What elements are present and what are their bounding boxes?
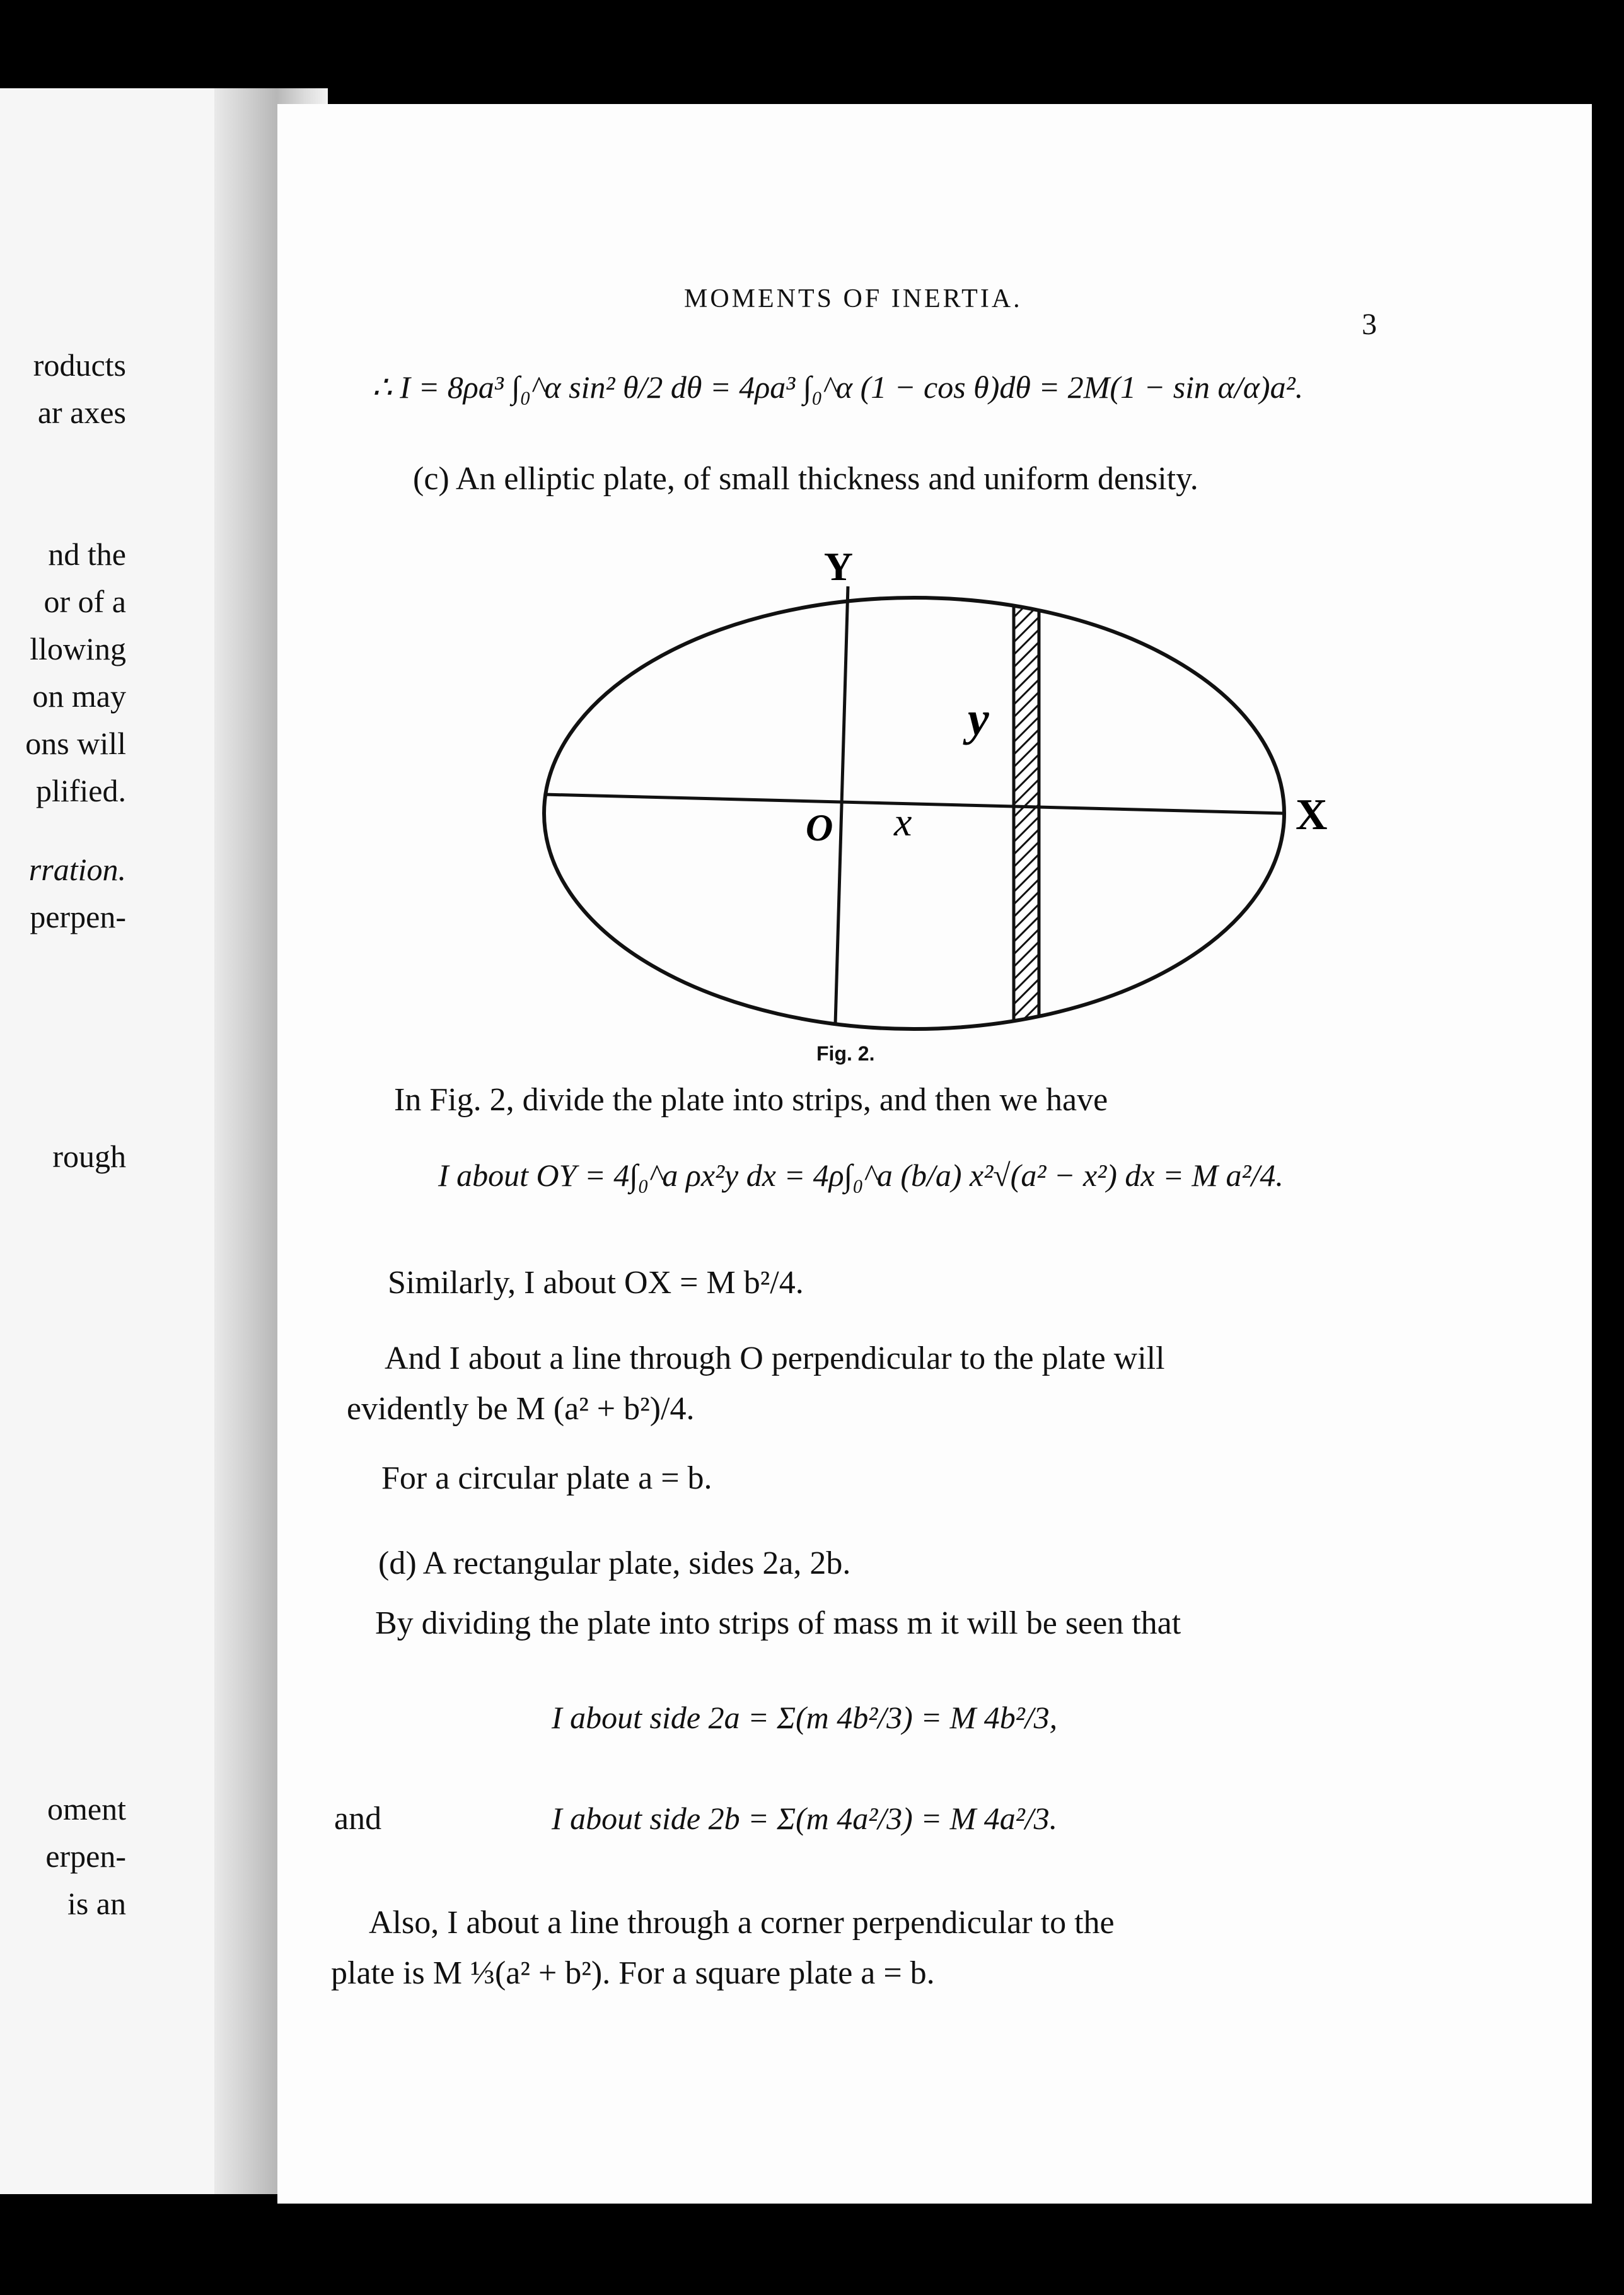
left-page-line: oment: [47, 1791, 126, 1827]
figure-caption: Fig. 2.: [816, 1042, 875, 1065]
origin-label: O: [806, 807, 833, 849]
equation-about-ox: Similarly, I about OX = M b²/4.: [388, 1265, 804, 1301]
ellipse-figure: [277, 104, 1592, 1088]
section-d-heading: (d) A rectangular plate, sides 2a, 2b.: [378, 1545, 851, 1581]
paragraph-corner-line-1: Also, I about a line through a corner perpendicular to the: [369, 1905, 1115, 1941]
paragraph-dividing: By dividing the plate into strips of mass m it will be seen that: [375, 1605, 1181, 1641]
left-page-line: on may: [32, 678, 126, 714]
left-page-line: rration.: [28, 852, 126, 887]
equation-side-2b: I about side 2b = Σ(m 4a²/3) = M 4a²/3.: [552, 1801, 1058, 1836]
page-header-title: MOMENTS OF INERTIA.: [684, 284, 1023, 313]
paragraph-corner-line-2: plate is M ⅓(a² + b²). For a square plate a = b.: [331, 1955, 935, 1991]
x-label: x: [894, 799, 912, 844]
y-axis-label: Y: [823, 544, 854, 589]
left-page-line: ar axes: [37, 395, 126, 430]
y-axis-line: [835, 586, 848, 1025]
x-axis-line: [544, 794, 1284, 813]
left-page-line: erpen-: [45, 1839, 126, 1874]
left-page-line: roducts: [33, 347, 126, 383]
equation-side-2a: I about side 2a = Σ(m 4b²/3) = M 4b²/3,: [552, 1700, 1058, 1735]
right-page: [277, 104, 1592, 2204]
equation-about-oy: I about OY = 4∫₀^a ρx²y dx = 4ρ∫₀^a (b/a) x²√(a² − x²) dx = M a²/4.: [438, 1158, 1284, 1193]
x-axis-label: X: [1296, 791, 1328, 839]
equation-top: ∴ I = 8ρa³ ∫₀^α sin² θ/2 dθ = 4ρa³ ∫₀^α (1 − cos θ)dθ = 2M(1 − sin α/α)a².: [372, 369, 1304, 405]
paragraph-strips: In Fig. 2, divide the plate into strips, and then we have: [394, 1082, 1108, 1118]
left-page-line: ons will: [25, 726, 126, 761]
paragraph-circular: For a circular plate a = b.: [381, 1460, 712, 1496]
left-page-line: plified.: [35, 773, 126, 808]
section-c-heading: (c) An elliptic plate, of small thickness and uniform density.: [413, 461, 1198, 497]
left-page-line: rough: [52, 1139, 126, 1174]
ellipse-outline: [544, 598, 1284, 1029]
left-page-line: nd the: [48, 537, 126, 572]
equation-and-word: and: [334, 1801, 382, 1837]
hatched-strip: [1014, 590, 1039, 1069]
paragraph-perpendicular-line-2: evidently be M (a² + b²)/4.: [347, 1391, 695, 1427]
y-label: y: [968, 692, 989, 745]
page-number: 3: [1362, 308, 1377, 341]
paragraph-perpendicular-line-1: And I about a line through O perpendicular to the plate will: [385, 1340, 1165, 1376]
left-page-line: is an: [67, 1886, 126, 1921]
left-page-line: llowing: [30, 631, 126, 666]
left-page-line: perpen-: [30, 899, 126, 934]
left-page-line: or of a: [44, 584, 126, 619]
